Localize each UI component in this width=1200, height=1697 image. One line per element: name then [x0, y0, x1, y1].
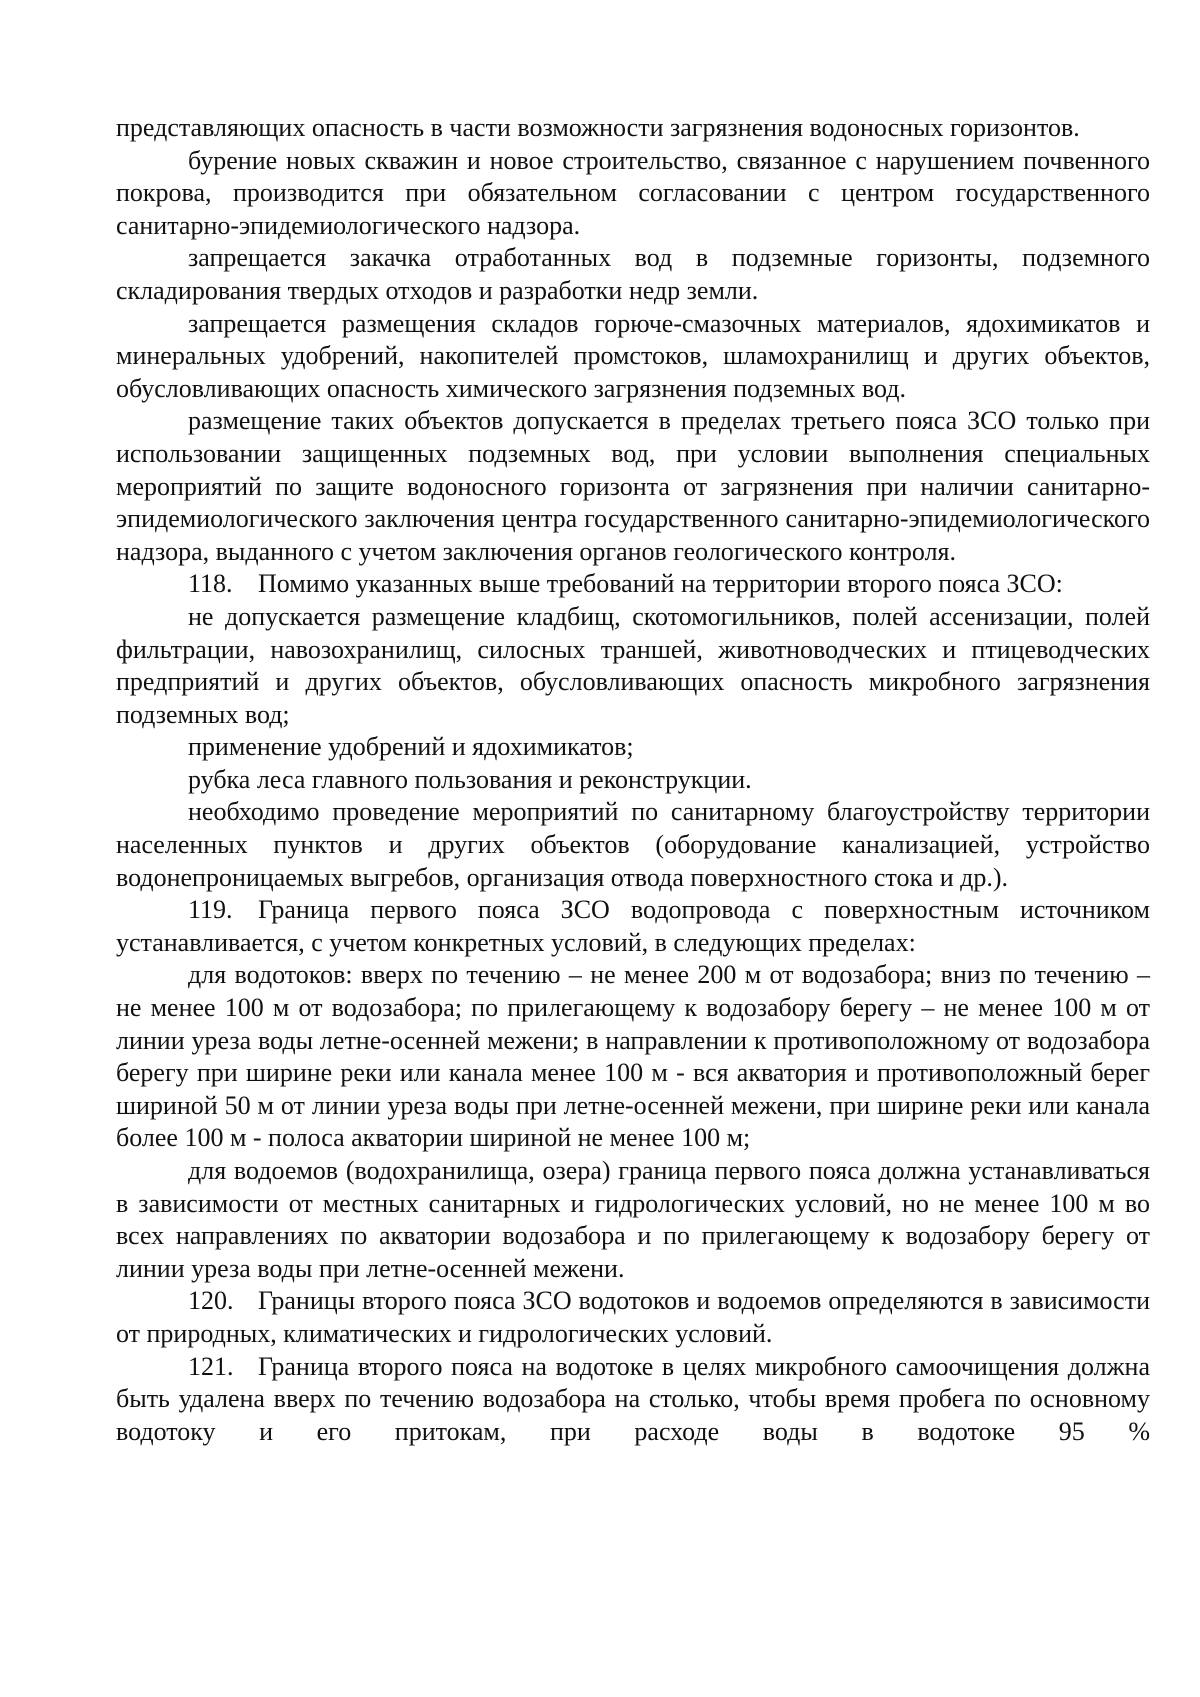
numbered-paragraph — [116, 568, 1150, 601]
paragraph: для водоемов (водохранилища, озера) граница первого пояса должна устанавливаться в зависимости от местных санитарных и гидрологических условий, но не менее 100 м во всех направлениях по акватории водозабора и по прилегающему к водозабору берегу от линии уреза воды при летне-осенней межени. — [116, 1156, 1150, 1283]
paragraph-number: 121. — [188, 1351, 234, 1381]
paragraph: для водотоков: вверх по течению – не менее 200 м от водозабора; вниз по течению – не менее 100 м от водозабора; по прилегающему к водозабору берегу – не менее 100 м от линии уреза воды летне-осенней межени; в направлении к противоположному от водозабора берегу при ширине реки или канала менее 100 м - вся акватория и противоположный берег шириной 50 м от линии уреза воды при летне-осенней межени, при ширине реки или канала более 100 м - полоса акватории шириной не менее 100 м; — [116, 960, 1150, 1153]
paragraph: бурение новых скважин и новое строительство, связанное с нарушением почвенного покрова, производится при обязательном согласовании с центром государственного санитарно-эпидемиологического надзора. — [116, 145, 1150, 240]
paragraph-number: 120. — [188, 1286, 234, 1316]
paragraph-number: 119. — [188, 895, 233, 925]
paragraph: не допускается размещение кладбищ, скотомогильников, полей ассенизации, полей фильтрации, навозохранилищ, силосных траншей, животноводческих и птицеводческих предприятий и других объектов, обусловливающих опасность микробного загрязнения подземных вод; — [116, 601, 1150, 729]
paragraph-text: Помимо указанных выше требований на территории второго пояса ЗСО: — [258, 569, 1063, 599]
paragraph: размещение таких объектов допускается в пределах третьего пояса ЗСО только при использовании защищенных подземных вод, при условии выполнения специальных мероприятий по защите водоносного горизонта от загрязнения при наличии санитарно-эпидемиологического заключения центра государственного санитарно-эпидемиологического надзора, выданного с учетом заключения органов геологического контроля. — [116, 406, 1150, 566]
paragraph-number: 118. — [188, 569, 233, 599]
paragraph-text: Границы второго пояса ЗСО водотоков и водоемов определяются в зависимости от природных, климатических и гидрологических условий. — [116, 1286, 1150, 1348]
paragraph: необходимо проведение мероприятий по санитарному благоустройству территории населенных пунктов и других объектов (оборудование канализацией, устройство водонепроницаемых выгребов, организация отвода поверхностного стока и др.). — [116, 797, 1150, 892]
paragraph: представляющих опасность в части возможности загрязнения водоносных горизонтов. — [116, 113, 1080, 142]
numbered-paragraph — [116, 894, 1150, 959]
paragraph: запрещается размещения складов горюче-смазочных материалов, ядохимикатов и минеральных удобрений, накопителей промстоков, шламохранилищ и других объектов, обусловливающих опасность химического загрязнения подземных вод. — [116, 308, 1150, 403]
document-body — [116, 112, 1150, 1448]
paragraph: применение удобрений и ядохимикатов; — [188, 732, 634, 762]
paragraph: рубка леса главного пользования и реконструкции. — [188, 764, 752, 794]
numbered-paragraph — [116, 1285, 1150, 1350]
paragraph: запрещается закачка отработанных вод в подземные горизонты, подземного складирования твердых отходов и разработки недр земли. — [116, 243, 1150, 305]
numbered-paragraph — [116, 1351, 1150, 1449]
paragraph-text: Граница второго пояса на водотоке в целях микробного самоочищения должна быть удалена вверх по течению водозабора на столько, чтобы время пробега по основному водотоку и его притокам, при расходе воды в водотоке 95 % — [116, 1351, 1150, 1446]
paragraph-text: Граница первого пояса ЗСО водопровода с поверхностным источником устанавливается, с учетом конкретных условий, в следующих пределах: — [116, 895, 1150, 957]
